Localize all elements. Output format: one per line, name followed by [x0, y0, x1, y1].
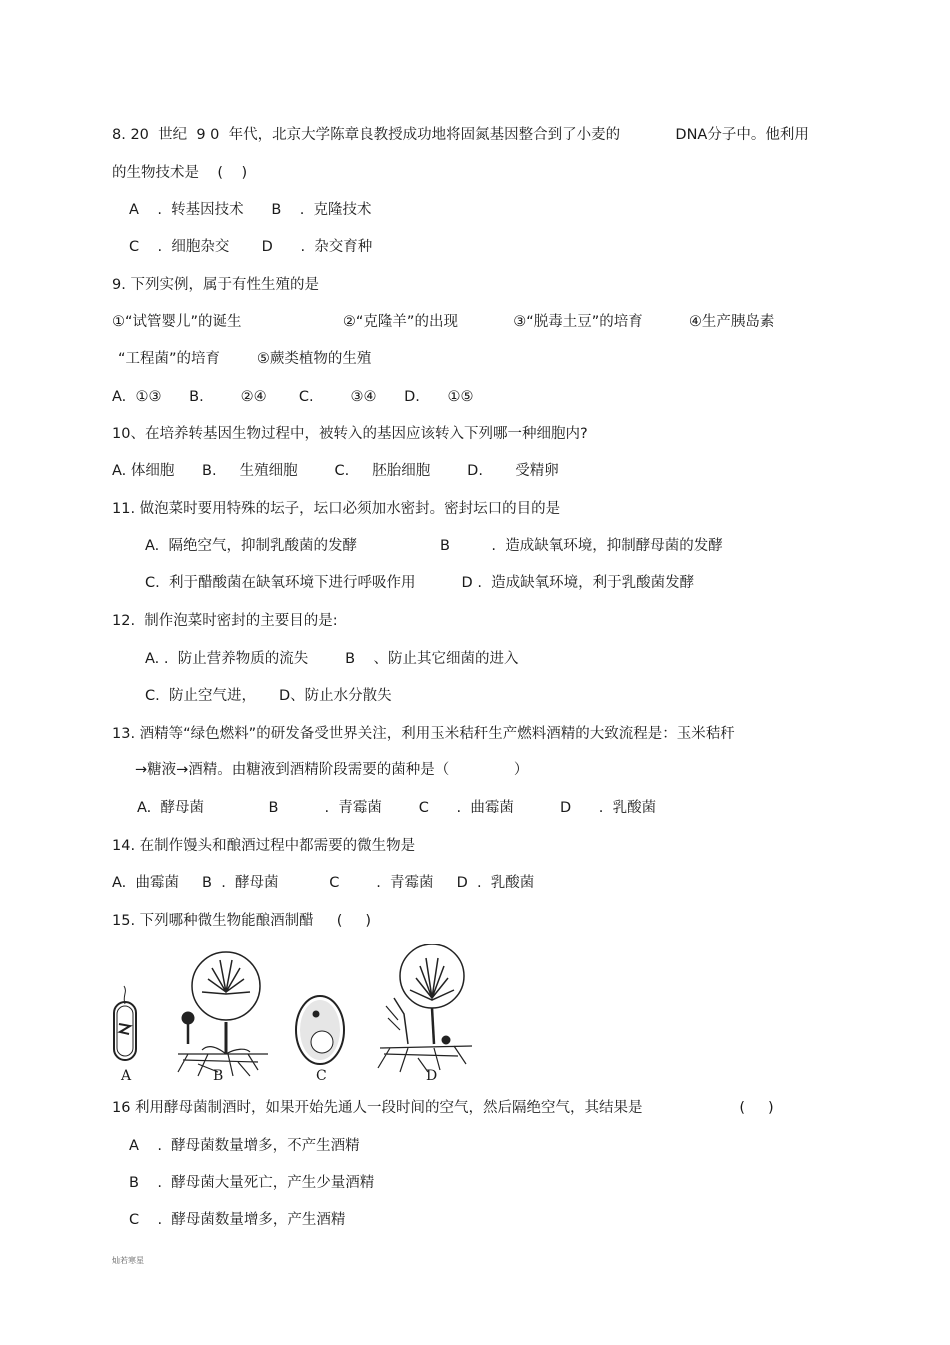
q16-stem: 16 利用酵母菌制酒时，如果开始先通人一段时间的空气，然后隔绝空气，其结果是 ( ) [112, 1100, 774, 1116]
page-footer: 灿若寒星 [112, 1256, 144, 1265]
figure-label-c: C [316, 1068, 327, 1084]
q9-stem: 9. 下列实例，属于有性生殖的是 [112, 277, 319, 293]
q16-option-b: B . 酵母菌大量死亡，产生少量酒精 [129, 1175, 375, 1191]
q13-stem-line2: →糖液→酒精。由糖液到酒精阶段需要的菌种是（ ） [135, 762, 529, 778]
yeast-c-drawing [296, 996, 344, 1064]
q12-options-line2: C. 防止空气进， D、防止水分散失 [145, 688, 392, 704]
q10-stem: 10、在培养转基因生物过程中，被转入的基因应该转入下列哪一种细胞内? [112, 426, 588, 442]
q13-options: A. 酵母菌 B . 青霉菌 C . 曲霉菌 D . 乳酸菌 [137, 800, 657, 816]
q14-options: A. 曲霉菌 B . 酵母菌 C . 青霉菌 D . 乳酸菌 [112, 875, 535, 891]
q9-options: A. ①③ B. ②④ C. ③④ D. ①⑤ [112, 389, 474, 405]
bacterium-a-drawing [114, 986, 136, 1060]
microorganism-figure [108, 944, 488, 1086]
q11-options-line1: A. 隔绝空气，抑制乳酸菌的发酵 B . 造成缺氧环境，抑制酵母菌的发酵 [145, 538, 723, 554]
figure-label-a: A [121, 1068, 132, 1084]
figure-label-b: B [213, 1068, 224, 1084]
q11-options-line2: C. 利于醋酸菌在缺氧环境下进行呼吸作用 D . 造成缺氧环境，利于乳酸菌发酵 [145, 575, 695, 591]
figure-label-d: D [426, 1068, 438, 1084]
q9-items-line2: “工程菌”的培育 ⑤蕨类植物的生殖 [118, 351, 372, 367]
q14-stem: 14. 在制作馒头和酿酒过程中都需要的微生物是 [112, 838, 416, 854]
mold-b-drawing [178, 952, 268, 1076]
q12-stem: 12. 制作泡菜时密封的主要目的是: [112, 613, 338, 629]
q11-stem: 11. 做泡菜时要用特殊的坛子，坛口必须加水密封。密封坛口的目的是 [112, 501, 561, 517]
q15-stem: 15. 下列哪种微生物能酿酒制醋 ( ) [112, 913, 372, 929]
q12-options-line1: A. . 防止营养物质的流失 B 、防止其它细菌的进入 [145, 651, 519, 667]
q8-options-line2: C . 细胞杂交 D . 杂交育种 [129, 239, 373, 255]
q8-stem-line2: 的生物技术是 ( ) [112, 165, 248, 181]
q8-stem-line1: 8. 20 世纪 9 0 年代，北京大学陈章良教授成功地将固氮基因整合到了小麦的 DNA分子中。他利用 [112, 127, 809, 143]
mold-d-drawing [378, 944, 472, 1072]
q9-items-line1: ①“试管婴儿”的诞生 ②“克隆羊”的出现 ③“脱毒土豆”的培育 ④生产胰岛素 [112, 314, 775, 330]
q16-option-a: A . 酵母菌数量增多，不产生酒精 [129, 1138, 360, 1154]
q10-options: A. 体细胞 B. 生殖细胞 C. 胚胎细胞 D. 受精卵 [112, 463, 559, 479]
microorganism-drawings [108, 944, 488, 1086]
q8-options-line1: A . 转基因技术 B . 克隆技术 [129, 202, 372, 218]
q16-option-c: C . 酵母菌数量增多，产生酒精 [129, 1212, 346, 1228]
q13-stem-line1: 13. 酒精等“绿色燃料”的研发备受世界关注，利用玉米秸秆生产燃料酒精的大致流程是：玉米秸秆 [112, 726, 735, 742]
